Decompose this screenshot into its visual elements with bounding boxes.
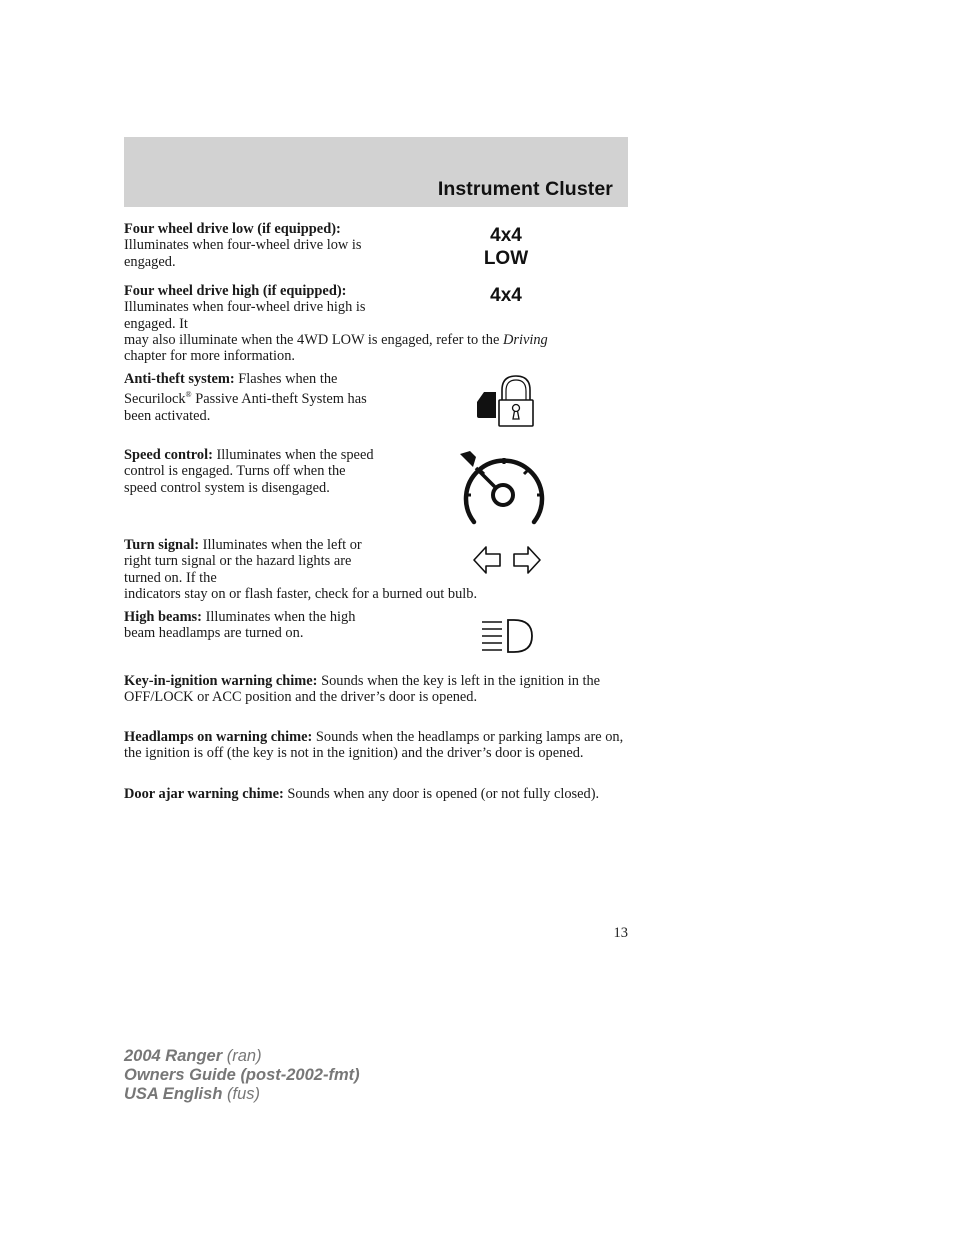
entry-turn-signal — [124, 537, 376, 586]
driving-chapter-reference: Driving — [502, 332, 548, 348]
footer-guide: Owners Guide (post-2002-fmt) — [124, 1066, 360, 1084]
symbol-4x4-text: 4x4 — [490, 225, 522, 246]
speed-control-icon — [456, 448, 546, 528]
section-header-band — [124, 137, 628, 207]
entry-four-wheel-drive-high-continuation — [124, 332, 630, 365]
entry-label: Four wheel drive low (if equipped): — [124, 221, 341, 237]
high-beam-icon — [480, 618, 536, 654]
entry-text: Illuminates when the left or right turn signal or the hazard lights are turned on. If the — [124, 537, 362, 586]
entry-text: Flashes when the Securilock — [124, 371, 338, 408]
page-number: 13 — [613, 925, 628, 941]
footer-language-code: (fus) — [222, 1085, 260, 1103]
entry-door-ajar-chime — [124, 786, 630, 802]
footer-model: 2004 Ranger — [124, 1047, 223, 1065]
entry-text: Passive Anti-theft System has been activated. — [124, 391, 367, 424]
footer-language: USA English — [124, 1085, 223, 1103]
symbol-low-text: LOW — [483, 248, 529, 269]
four-wheel-drive-high-symbol: 4x4 — [490, 285, 522, 306]
entry-label: High beams: — [124, 609, 202, 625]
four-wheel-drive-low-symbol — [466, 224, 546, 270]
entry-key-in-ignition-chime — [124, 673, 630, 706]
entry-label: Four wheel drive high (if equipped): — [124, 283, 347, 299]
entry-text: chapter for more information. — [124, 348, 296, 365]
entry-turn-signal-continuation: indicators stay on or flash faster, check for a burned out bulb. — [124, 586, 478, 602]
footer-model-code: (ran) — [222, 1047, 262, 1065]
turn-signal-arrows-icon — [472, 544, 542, 576]
document-footer — [124, 1047, 360, 1104]
anti-theft-lock-icon — [474, 374, 538, 430]
entry-text: Illuminates when the high beam headlamps are turned on. — [124, 609, 356, 642]
entry-speed-control — [124, 447, 376, 496]
entry-label: Headlamps on warning chime: — [124, 729, 313, 745]
entry-text: Sounds when the headlamps or parking lamps are on, the ignition is off (the key is not in the ignition) and the driver’s door is opened. — [124, 729, 624, 762]
entry-anti-theft — [124, 371, 369, 424]
entry-headlamps-on-chime — [124, 729, 630, 762]
entry-text: Illuminates when the speed control is engaged. Turns off when the speed control system is disengaged. — [124, 447, 374, 496]
page-title: Instrument Cluster — [437, 178, 613, 200]
entry-label: Turn signal: — [124, 537, 200, 553]
entry-label: Anti-theft system: — [124, 371, 235, 387]
entry-text: Illuminates when four-wheel drive low is engaged. — [124, 237, 362, 270]
entry-label: Speed control: — [124, 447, 213, 463]
footer-line-guide — [124, 1066, 360, 1085]
entry-text: Sounds when the key is left in the ignition in the OFF/LOCK or ACC position and the driver’s door is opened. — [124, 673, 601, 706]
entry-text: may also illuminate when the 4WD LOW is engaged, refer to the — [124, 332, 503, 348]
entry-text: Sounds when any door is opened (or not fully closed). — [283, 786, 600, 802]
entry-text: Illuminates when four-wheel drive high is engaged. It — [124, 299, 366, 332]
entry-four-wheel-drive-low — [124, 221, 374, 270]
entry-label: Key-in-ignition warning chime: — [124, 673, 318, 689]
entry-four-wheel-drive-high — [124, 283, 374, 332]
trademark-symbol: ® — [185, 390, 192, 400]
footer-line-model — [124, 1047, 360, 1066]
entry-label: Door ajar warning chime: — [124, 786, 284, 802]
entry-high-beams — [124, 609, 380, 642]
footer-line-language — [124, 1085, 360, 1104]
